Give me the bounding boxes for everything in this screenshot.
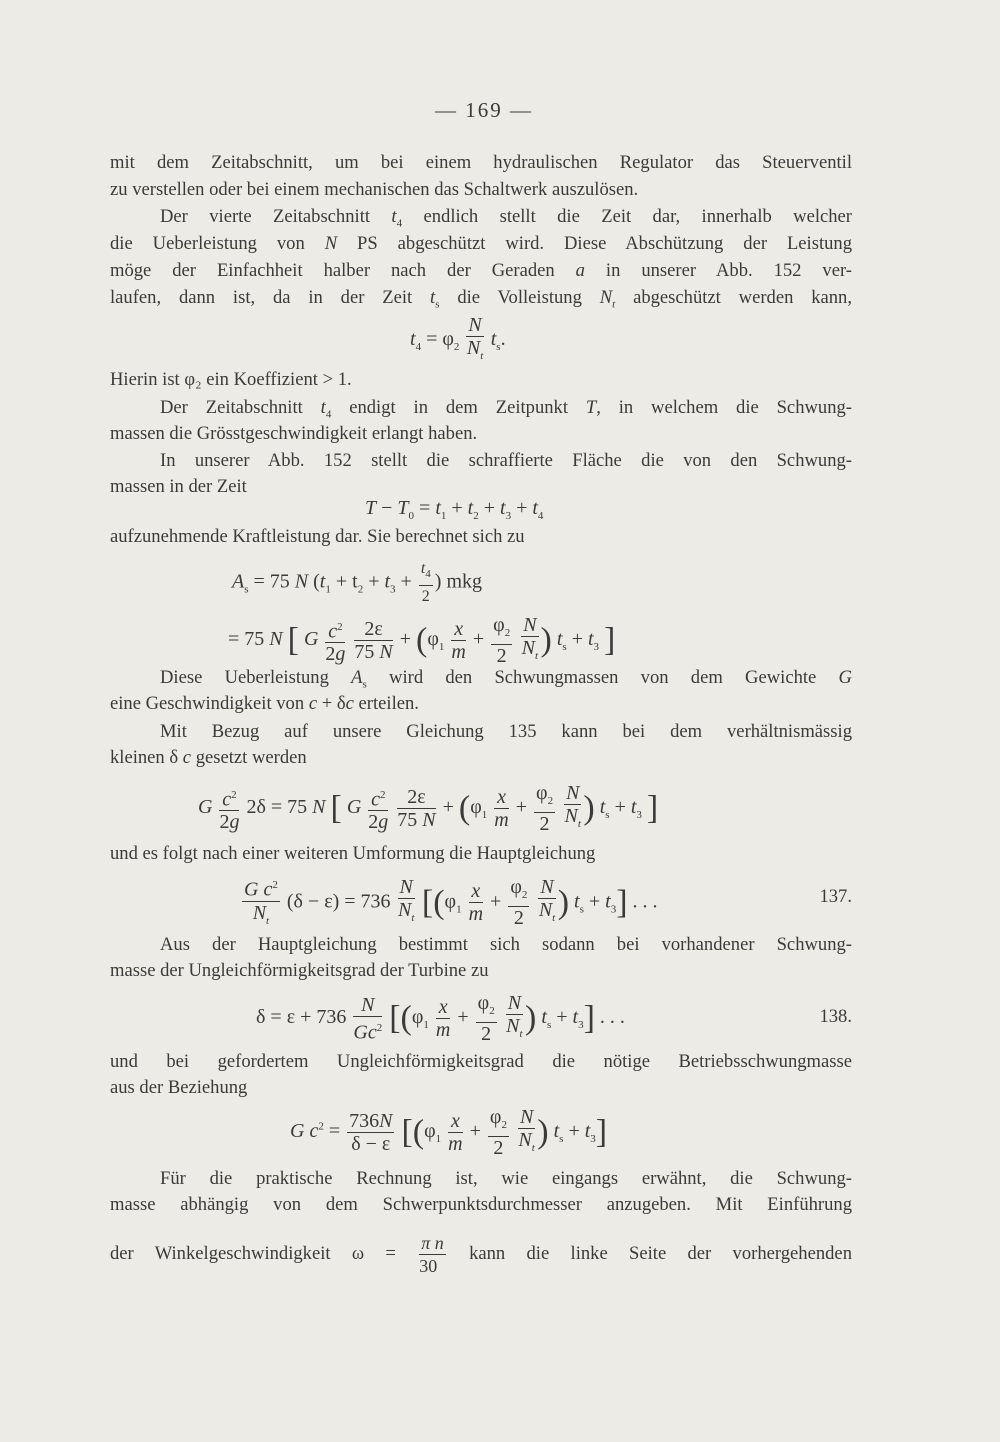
text-line: die Ueberleistung von N PS abgeschützt wird. Diese Abschützung der Leistung xyxy=(110,233,853,254)
text-line: eine Geschwindigkeit von c + δc erteilen. xyxy=(110,693,419,714)
text-line: masse der Ungleichförmigkeitsgrad der Turbine zu xyxy=(110,960,489,981)
equation-As-2: = 75 N [ G $\frac{c^2}{2g}$ $\frac{2\varepsilon}{75 N}$ + ($\varphi_1$ $\frac{x}{m}$ + $\frac{\varphi_2}{2}$ $\frac{N}{N_t}$ ) $t_s + t_3$ ] xyxy=(228,614,616,667)
text-line: zu verstellen oder bei einem mechanischen das Schaltwerk auszulösen. xyxy=(110,179,639,200)
equation-time-interval: $T - T_0 = t_1 + t_2 + t_3 + t_4$ xyxy=(365,497,544,522)
text-line: aus der Beziehung xyxy=(110,1077,248,1098)
text-line: aufzunehmende Kraftleistung dar. Sie berechnet sich zu xyxy=(110,526,525,547)
text-line: der Winkelgeschwindigkeit ω = $\frac{\text{π n}}{30}$ kann die linke Seite der vorhergehenden xyxy=(110,1233,852,1276)
equation-Gc2: G $c^2$ = $\frac{736N}{\delta - \varepsilon}$ [($\varphi_1$ $\frac{x}{m}$ + $\frac{\varphi_2}{2}$ $\frac{N}{N_t}$ ) $t_s + t_3$] xyxy=(290,1106,608,1159)
text-line: kleinen δ c gesetzt werden xyxy=(110,747,307,768)
text-line: Der Zeitabschnitt $t_4$ endigt in dem Zeitpunkt T, in welchem die Schwung- xyxy=(160,397,852,421)
text-line: Hierin ist φ₂ ein Koeffizient > 1. xyxy=(110,369,352,390)
text-line: Der vierte Zeitabschnitt $t_4$ endlich stellt die Zeit dar, innerhalb welcher xyxy=(160,206,852,230)
equation-number: 137. xyxy=(819,886,852,907)
page-number: — 169 — xyxy=(435,98,533,122)
text-line: masse abhängig von dem Schwerpunktsdurchmesser anzugeben. Mit Einführung xyxy=(110,1194,852,1215)
text-line: massen die Grösstgeschwindigkeit erlangt haben. xyxy=(110,423,478,444)
text-line: möge der Einfachheit halber nach der Geraden a in unserer Abb. 152 ver- xyxy=(110,260,852,281)
equation-As-1: $A_s = 75$ N ($t_1 + t_2 + t_3$ + $\frac{t_4}{2}$ ) mkg xyxy=(232,560,482,606)
text-line: Diese Ueberleistung $A_s$ wird den Schwungmassen von dem Gewichte G xyxy=(160,667,852,691)
text-line: Aus der Hauptgleichung bestimmt sich sodann bei vorhandener Schwung- xyxy=(160,934,852,955)
text-line: In unserer Abb. 152 stellt die schraffierte Fläche die von den Schwung- xyxy=(160,450,852,471)
text-line: und bei gefordertem Ungleichförmigkeitsgrad die nötige Betriebsschwungmasse xyxy=(110,1051,852,1072)
equation-delta: δ = ε + 736 $\frac{N}{Gc^2}$ [($\varphi_1$ $\frac{x}{m}$ + $\frac{\varphi_2}{2}$ $\frac{N}{N_t}$ ) $t_s + t_3$] . . . xyxy=(256,992,625,1045)
text-line: laufen, dann ist, da in der Zeit $t_s$ die Volleistung $N_t$ abgeschützt werden kann, xyxy=(110,287,853,311)
equation-main: $\frac{G c^2}{N_t}$ (δ − ε) = 736 $\frac{N}{N_t}$ [($\varphi_1$ $\frac{x}{m}$ + $\frac{\varphi_2}{2}$ $\frac{N}{N_t}$ ) $t_s + t_3$] . . . xyxy=(240,874,658,932)
equation-t4: $t_4 = \varphi_2$ $\frac{N}{N_t}$ $t_s$. xyxy=(410,314,506,362)
equation-energy: G $\frac{c^2}{2g}$ 2δ = 75 N [ G $\frac{c^2}{2g}$ $\frac{2\varepsilon}{75 N}$ + ($\varphi_1$ $\frac{x}{m}$ + $\frac{\varphi_2}{2}$ $\frac{N}{N_t}$ ) $t_s + t_3$ ] xyxy=(198,782,659,835)
text-line: Mit Bezug auf unsere Gleichung 135 kann bei dem verhältnismässig xyxy=(160,721,852,742)
equation-number: 138. xyxy=(819,1006,852,1027)
text-line: und es folgt nach einer weiteren Umformung die Hauptgleichung xyxy=(110,843,596,864)
text-line: massen in der Zeit xyxy=(110,476,247,497)
text-line: mit dem Zeitabschnitt, um bei einem hydraulischen Regulator das Steuerventil xyxy=(110,152,852,173)
text-line: Für die praktische Rechnung ist, wie eingangs erwähnt, die Schwung- xyxy=(160,1168,852,1189)
